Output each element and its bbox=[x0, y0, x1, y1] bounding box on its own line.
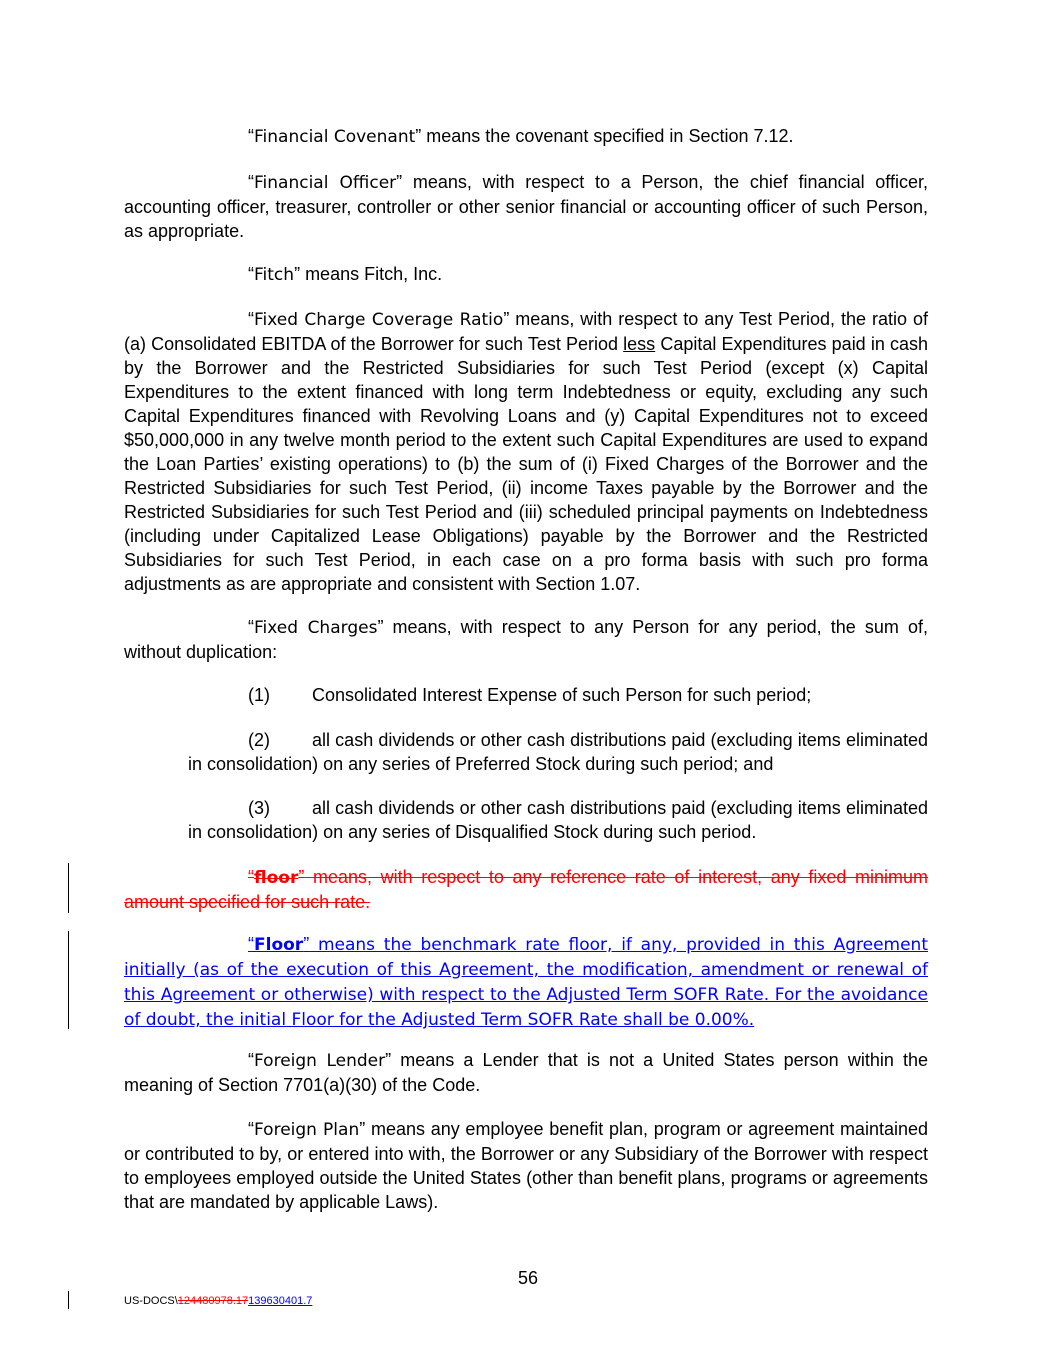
change-bar bbox=[68, 863, 69, 913]
item-number: (3) bbox=[248, 798, 270, 818]
defined-term: Fitch bbox=[254, 265, 295, 285]
item-number: (2) bbox=[248, 730, 270, 750]
defined-term: Fixed Charges bbox=[254, 618, 378, 638]
definition-foreign-lender: “Foreign Lender” means a Lender that is not a United States person within the meaning of Section 7701(a)(30) of the Code. bbox=[124, 1050, 928, 1095]
definition-floor-deleted: “floor” means, with respect to any reference rate of interest, any fixed minimum amount specified for such rate. bbox=[124, 867, 928, 912]
footer-prefix: US-DOCS\ bbox=[124, 1295, 178, 1307]
item-number: (1) bbox=[248, 685, 270, 705]
footer-deleted-id: 124480978.17 bbox=[177, 1295, 249, 1307]
change-bar bbox=[68, 1291, 69, 1309]
definition-fixed-charges: “Fixed Charges” means, with respect to any Person for any period, the sum of, without duplication: bbox=[124, 617, 928, 662]
fixed-charges-item-2: (2) all cash dividends or other cash distributions paid (excluding items eliminated in consolidation) on any series of Preferred Stock during such period; and bbox=[188, 730, 928, 774]
definition-fixed-charge-coverage-ratio: “Fixed Charge Coverage Ratio” means, with respect to any Test Period, the ratio of (a) Consolidated EBITDA of the Borrower for such Test Period less Capital Expenditures paid in cash by the Borrower and the Restricted Subsidiaries for such Test Period (except (x) Capital Expenditures to the extent financed with long term Indebtedness or equity, excluding any such Capital Expenditures financed with Revolving Loans and (y) Capital Expenditures not to exceed $50,000,000 in any twelve month period to the extent such Capital Expenditures are used to expand the Loan Parties’ existing operations) to (b) the sum of (i) Fixed Charges of the Borrower and the Restricted Subsidiaries for such Test Period, (ii) income Taxes payable by the Borrower and the Restricted Subsidiaries for such Test Period and (iii) scheduled principal payments on Indebtedness (including under Capitalized Lease Obligations) payable by the Borrower and the Restricted Subsidiaries for such Test Period, in each case on a pro forma basis with such pro forma adjustments as are appropriate and consistent with Section 1.07. bbox=[124, 309, 928, 594]
defined-term: Foreign Lender bbox=[254, 1051, 386, 1071]
defined-term: Fixed Charge Coverage Ratio bbox=[254, 310, 504, 330]
fixed-charges-item-1: (1) Consolidated Interest Expense of such Person for such period; bbox=[248, 685, 812, 705]
fixed-charges-item-3: (3) all cash dividends or other cash distributions paid (excluding items eliminated in consolidation) on any series of Disqualified Stock during such period. bbox=[188, 798, 928, 842]
footer-inserted-id: 139630401.7 bbox=[248, 1295, 313, 1307]
defined-term: Foreign Plan bbox=[254, 1120, 360, 1140]
defined-term: Financial Covenant bbox=[254, 127, 416, 147]
definition-financial-officer: “Financial Officer” means, with respect to a Person, the chief financial officer, accounting officer, treasurer, controller or other senior financial or accounting officer of such Person, as appropriate. bbox=[124, 172, 928, 241]
definition-financial-covenant: “Financial Covenant” means the covenant specified in Section 7.12. bbox=[248, 126, 794, 147]
document-footer bbox=[124, 1295, 312, 1307]
page-number: 56 bbox=[517, 1268, 539, 1288]
definition-fitch: “Fitch” means Fitch, Inc. bbox=[248, 264, 443, 285]
defined-term: Financial Officer bbox=[254, 173, 397, 193]
change-bar bbox=[68, 931, 69, 1029]
defined-term: floor bbox=[254, 868, 299, 888]
defined-term: Floor bbox=[254, 935, 304, 955]
definition-floor-inserted: “Floor” means the benchmark rate floor, if any, provided in this Agreement initially (as of the execution of this Agreement, the modification, amendment or renewal of this Agreement or otherwise) with respect to the Adjusted Term SOFR Rate. For the avoidance of doubt, the initial Floor for the Adjusted Term SOFR Rate shall be 0.00%. bbox=[124, 934, 928, 1030]
definition-foreign-plan: “Foreign Plan” means any employee benefit plan, program or agreement maintained or contributed to by, or entered into with, the Borrower or any Subsidiary of the Borrower with respect to employees employed outside the United States (other than benefit plans, programs or agreements that are mandated by applicable Laws). bbox=[124, 1119, 928, 1212]
underlined-less: less bbox=[623, 334, 656, 354]
